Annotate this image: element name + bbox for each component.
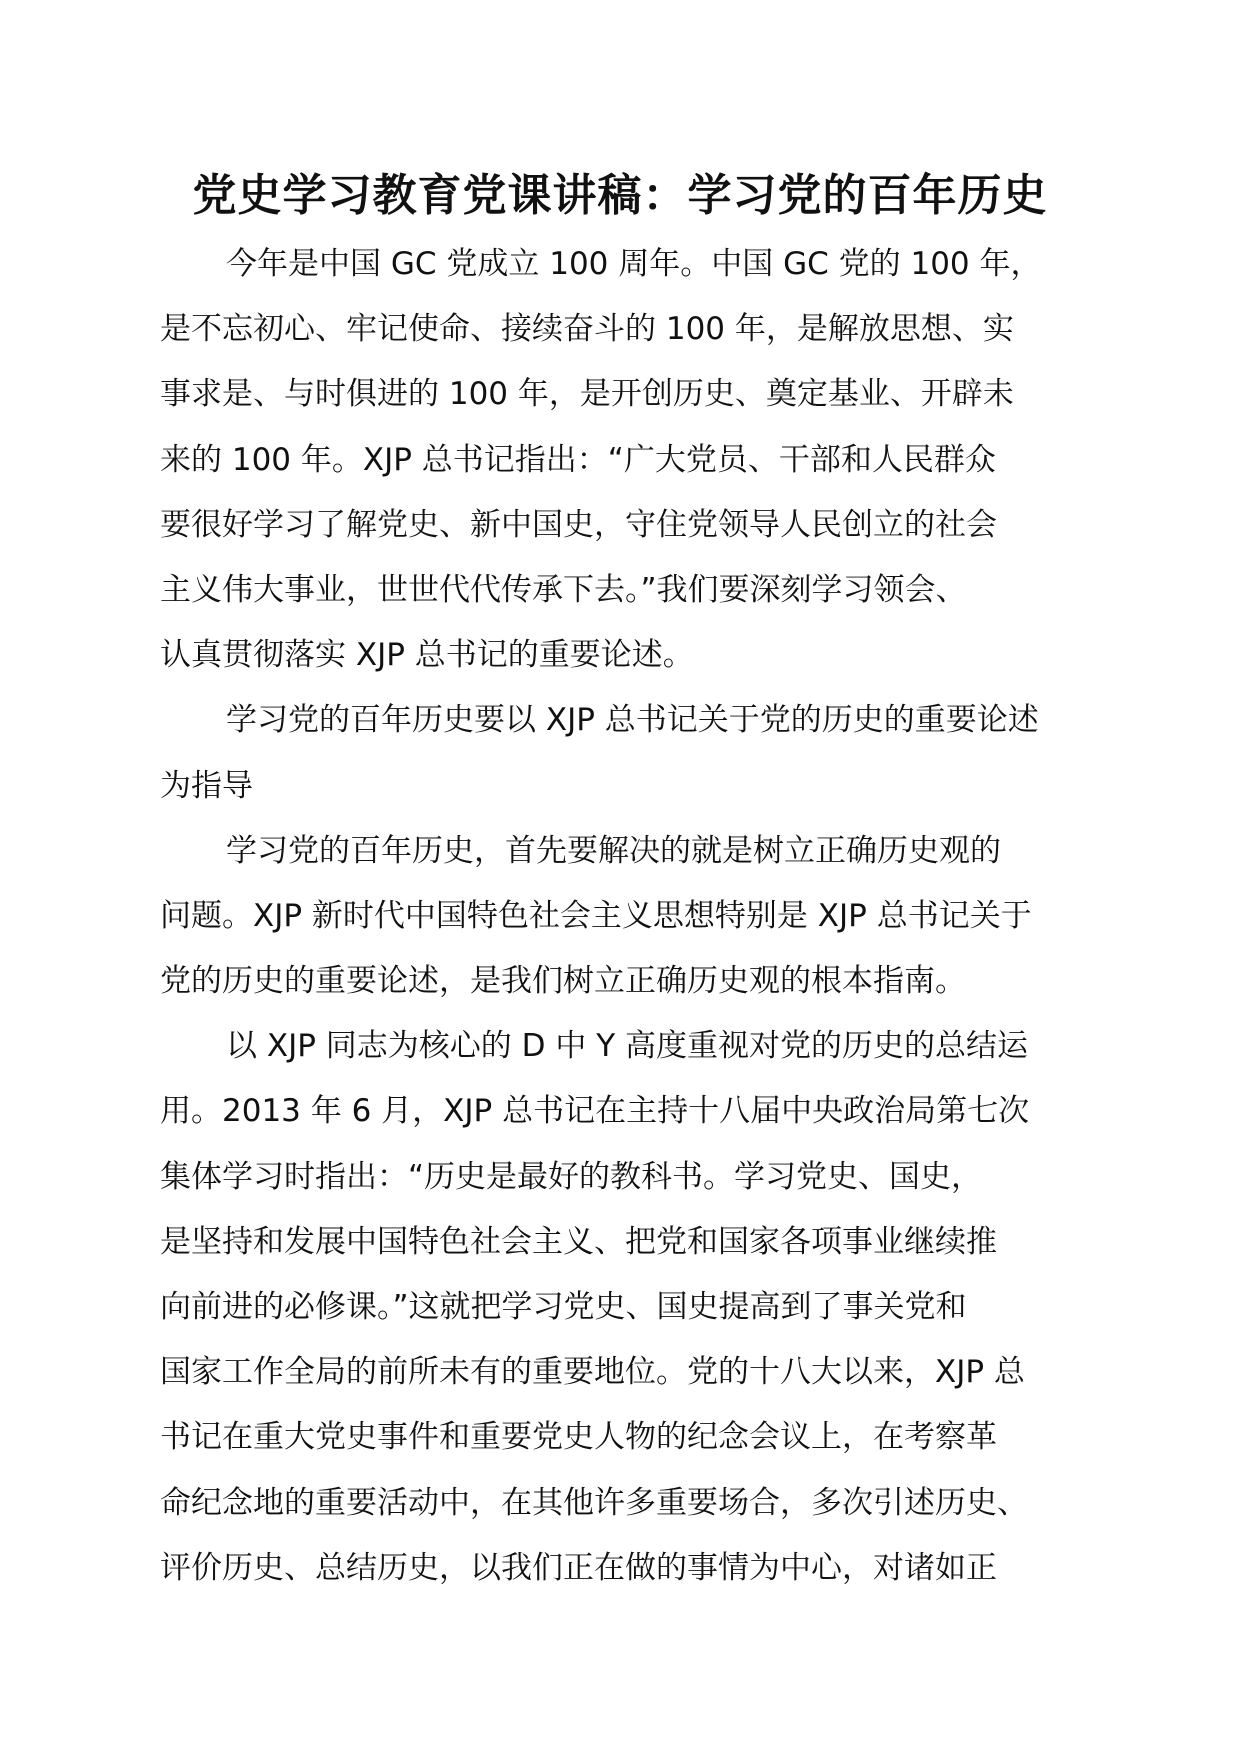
document-title: 党史学习教育党课讲稿：学习党的百年历史: [192, 170, 1048, 221]
text-line: 主义伟大事业，世世代代传承下去。”我们要深刻学习领会、: [160, 571, 967, 608]
paragraph-central-committee: [160, 1014, 1160, 1601]
text-line: 来的 100 年。XJP 总书记指出：“广大党员、干部和人民群众: [160, 441, 996, 478]
paragraph-intro: [160, 232, 1160, 688]
text-line: 要很好学习了解党史、新中国史，守住党领导人民创立的社会: [160, 506, 997, 543]
text-line: 用。2013 年 6 月，XJP 总书记在主持十八届中央政治局第七次: [160, 1093, 1030, 1130]
text-line: 评价历史、总结历史，以我们正在做的事情为中心，对诸如正: [160, 1549, 997, 1586]
text-line: 国家工作全局的前所未有的重要地位。党的十八大以来，XJP 总: [160, 1354, 1025, 1391]
document-body: [160, 232, 1160, 1601]
text-line: 书记在重大党史事件和重要党史人物的纪念会议上，在考察革: [160, 1419, 997, 1456]
text-line: 事求是、与时俱进的 100 年，是开创历史、奠定基业、开辟未: [160, 376, 1014, 413]
text-line: 是不忘初心、牢记使命、接续奋斗的 100 年，是解放思想、实: [160, 311, 1014, 348]
text-line: 问题。XJP 新时代中国特色社会主义思想特别是 XJP 总书记关于: [160, 897, 1032, 934]
paragraph-history-view: [160, 819, 1160, 1015]
text-line: 党的历史的重要论述，是我们树立正确历史观的根本指南。: [160, 963, 966, 1000]
text-line: 集体学习时指出：“历史是最好的教科书。学习党史、国史，: [160, 1158, 983, 1195]
text-line: 学习党的百年历史，首先要解决的就是树立正确历史观的: [226, 832, 1001, 869]
text-line: 是坚持和发展中国特色社会主义、把党和国家各项事业继续推: [160, 1223, 997, 1260]
text-line: 学习党的百年历史要以 XJP 总书记关于党的历史的重要论述: [226, 702, 1039, 739]
text-line: 以 XJP 同志为核心的 D 中 Y 高度重视对党的历史的总结运: [226, 1028, 1029, 1065]
text-line: 命纪念地的重要活动中，在其他许多重要场合，多次引述历史、: [160, 1484, 1028, 1521]
paragraph-section-heading: [160, 688, 1160, 818]
text-line: 为指导: [160, 767, 253, 804]
text-line: 向前进的必修课。”这就把学习党史、国史提高到了事关党和: [160, 1289, 967, 1325]
text-line: 今年是中国 GC 党成立 100 周年。中国 GC 党的 100 年，: [226, 246, 1042, 282]
text-line: 认真贯彻落实 XJP 总书记的重要论述。: [160, 637, 694, 674]
